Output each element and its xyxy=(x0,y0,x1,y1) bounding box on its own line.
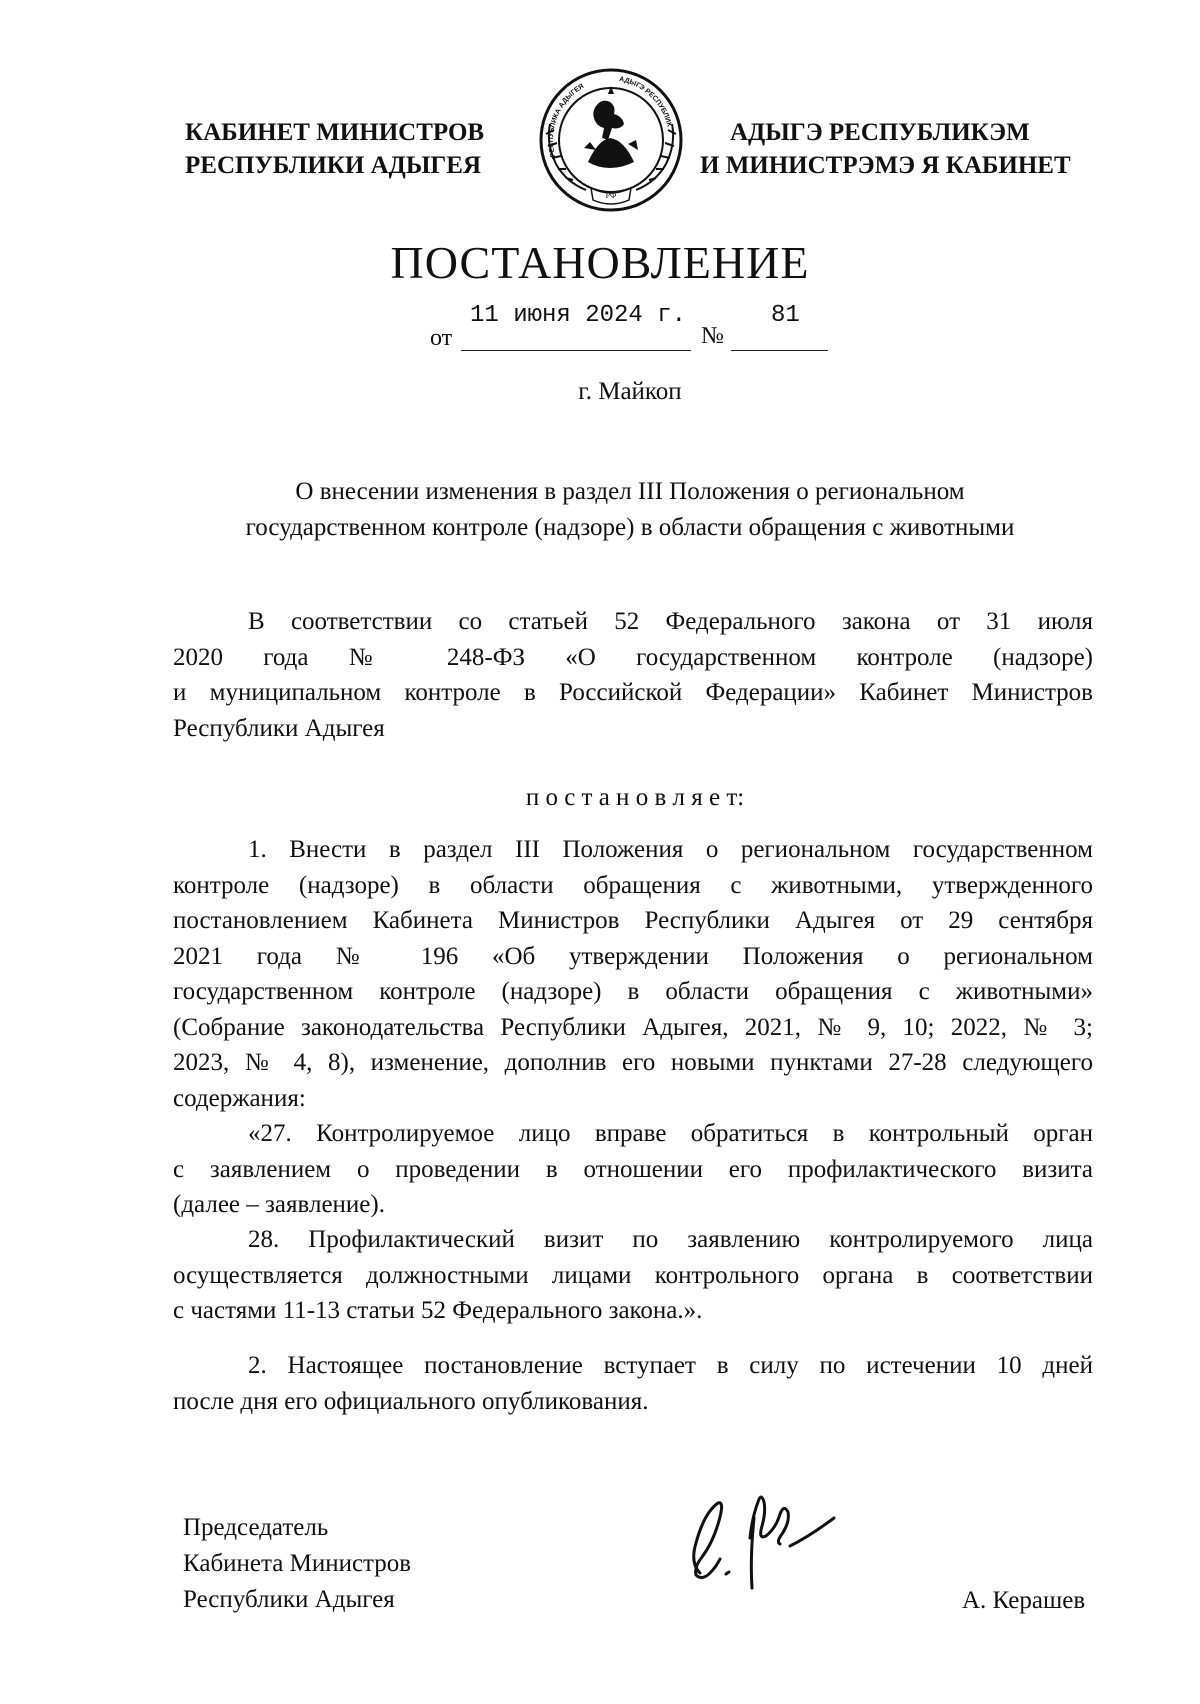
item-1-line: государственном контроле (надзоре) в области обращения с животными» xyxy=(173,978,1093,1005)
item-1-line: (Собрание законодательства Республики Адыгея, 2021, № 9, 10; 2022, № 3; xyxy=(173,1013,1093,1041)
preamble-line: и муниципальном контроле в Российской Федерации» Кабинет Министров xyxy=(173,679,1093,706)
preamble-line: 2020 года № 248-ФЗ «О государственном контроле (надзоре) xyxy=(173,643,1093,671)
emblem-ring-text-left: РЕСПУБЛИКА АДЫГЕЯ xyxy=(547,82,586,158)
header-right-block xyxy=(700,116,1071,182)
preamble-line: В соответствии со статьей 52 Федерального закона от 31 июля xyxy=(248,608,1093,635)
item-28 xyxy=(173,1222,1093,1329)
date-prefix: от xyxy=(430,325,453,351)
date-underline xyxy=(461,350,691,351)
handwritten-signature xyxy=(670,1478,840,1596)
item-1-line: 2021 года № 196 «Об утверждении Положения о региональном xyxy=(173,942,1093,970)
item-2-line: 2. Настоящее постановление вступает в силу по истечении 10 дней xyxy=(248,1352,1093,1379)
item-28-line: 28. Профилактический визит по заявлению контролируемого лица xyxy=(248,1226,1093,1253)
item-2 xyxy=(173,1348,1093,1419)
header-right-line2: И МИНИСТРЭМЭ Я КАБИНЕТ xyxy=(700,152,1071,179)
signatory-position xyxy=(183,1510,411,1618)
header-left-line2: РЕСПУБЛИКИ АДЫГЕЯ xyxy=(185,152,482,179)
resolves-word: п о с т а н о в л я е т: xyxy=(525,784,745,811)
preamble-line: Республики Адыгея xyxy=(173,714,385,742)
number-label: № xyxy=(701,323,724,349)
signatory-position-line3: Республики Адыгея xyxy=(183,1586,395,1613)
header-left-block xyxy=(185,116,484,182)
item-1-line: 2023, № 4, 8), изменение, дополнив его новыми пунктами 27-28 следующего xyxy=(173,1049,1093,1076)
item-1 xyxy=(173,832,1093,1116)
signatory-position-line1: Председатель xyxy=(183,1514,329,1541)
item-1-line: содержания: xyxy=(173,1084,306,1112)
document-title: ПОСТАНОВЛЕНИЕ xyxy=(390,237,810,288)
signatory-name: А. Керашев xyxy=(962,1587,1086,1614)
header-right-line1: АДЫГЭ РЕСПУБЛИКЭМ xyxy=(730,119,1030,146)
number-value: 81 xyxy=(771,302,800,329)
item-27-line: «27. Контролируемое лицо вправе обратиться в контрольный орган xyxy=(248,1120,1093,1147)
item-1-line: 1. Внести в раздел III Положения о региональном государственном xyxy=(248,836,1093,863)
item-28-line: осуществляется должностными лицами контрольного органа в соответствии xyxy=(173,1261,1093,1289)
emblem-rf-text: РФ xyxy=(605,191,617,200)
subject-block xyxy=(160,474,1100,545)
item-2-line: после дня его официального опубликования. xyxy=(173,1387,649,1415)
date-value: 11 июня 2024 г. xyxy=(470,302,687,329)
item-1-line: контроле (надзоре) в области обращения с животными, утвержденного xyxy=(173,871,1093,899)
item-27-line: с заявлением о проведении в отношении его профилактического визита xyxy=(173,1155,1093,1183)
number-underline xyxy=(731,350,828,351)
item-28-line: с частями 11-13 статьи 52 Федерального закона.». xyxy=(173,1297,703,1324)
svg-text:РЕСПУБЛИКА АДЫГЕЯ xyxy=(548,83,585,158)
item-1-line: постановлением Кабинета Министров Республики Адыгея от 29 сентября xyxy=(173,907,1093,934)
header-left-line1: КАБИНЕТ МИНИСТРОВ xyxy=(185,119,485,146)
item-27-line: (далее – заявление). xyxy=(173,1191,385,1218)
subject-line1: О внесении изменения в раздел III Положения о региональном xyxy=(295,478,965,505)
city: г. Майкоп xyxy=(578,378,682,405)
item-27 xyxy=(173,1116,1093,1223)
emblem-ring-text-right: АДЫГЭ РЕСПУБЛИК xyxy=(618,75,673,128)
subject-line2: государственном контроле (надзоре) в области обращения с животными xyxy=(245,513,1015,541)
signatory-position-line2: Кабинета Министров xyxy=(183,1550,412,1577)
coat-of-arms-emblem xyxy=(536,64,686,216)
preamble xyxy=(173,604,1093,746)
